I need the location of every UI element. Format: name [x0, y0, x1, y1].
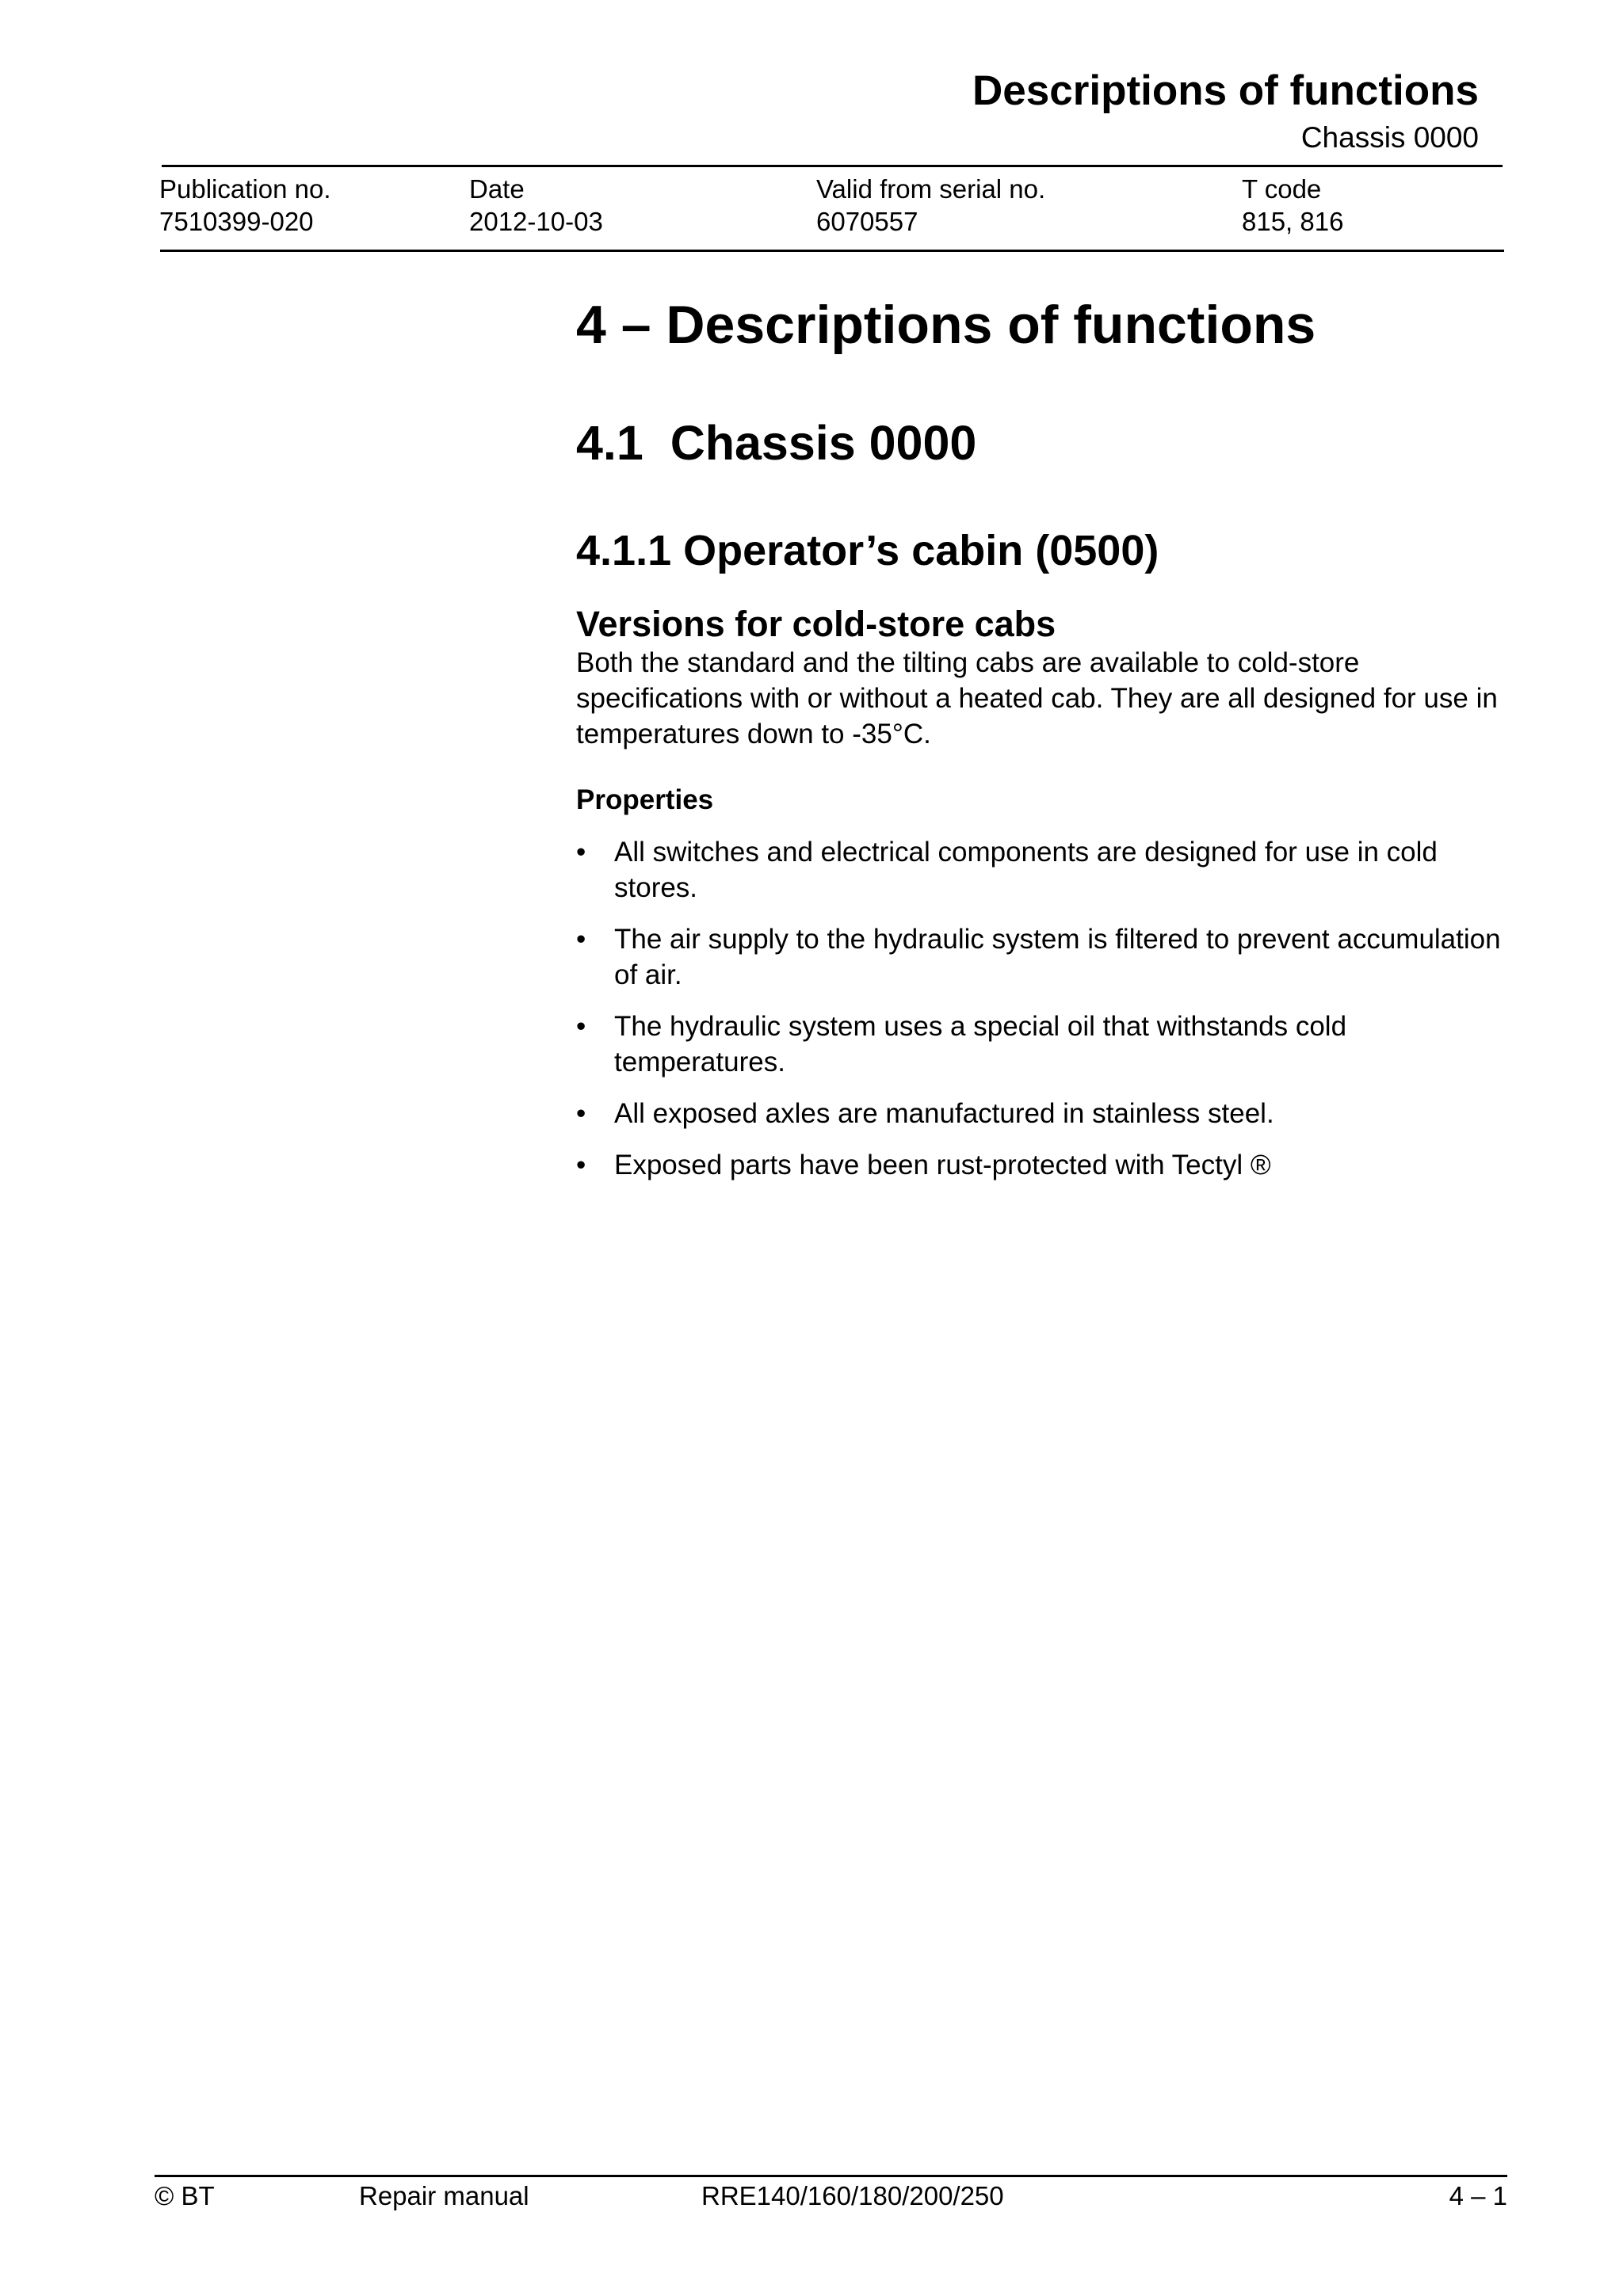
bullet-icon: •: [576, 1150, 586, 1180]
header-top-rule: [162, 165, 1503, 167]
footer-document-type: Repair manual: [359, 2181, 529, 2210]
list-item-text: All switches and electrical components are designed for use in cold stores.: [614, 837, 1438, 903]
chapter-heading: 4 – Descriptions of functions: [576, 295, 1316, 355]
subsection-heading: 4.1.1 Operator’s cabin (0500): [576, 527, 1159, 574]
list-item: [576, 1147, 1522, 1183]
list-item: [576, 1009, 1522, 1080]
footer-models: RRE140/160/180/200/250: [701, 2181, 1004, 2210]
meta-value: 2012-10-03: [469, 207, 603, 236]
bullet-icon: •: [576, 924, 586, 955]
running-header-subtitle: Chassis 0000: [1300, 121, 1479, 154]
topic-heading: Versions for cold-store cabs: [576, 604, 1056, 644]
bullet-icon: •: [576, 837, 586, 868]
footer-rule: [155, 2175, 1507, 2177]
bullet-icon: •: [576, 1098, 586, 1129]
running-header-title: Descriptions of functions: [972, 67, 1479, 114]
meta-label: T code: [1242, 174, 1322, 204]
list-item: [576, 921, 1522, 993]
properties-heading: Properties: [576, 784, 714, 815]
list-item-text: All exposed axles are manufactured in stainless steel.: [614, 1098, 1274, 1129]
meta-value: 815, 816: [1242, 207, 1344, 236]
meta-label: Date: [469, 174, 525, 204]
meta-label: Publication no.: [159, 174, 331, 204]
intro-paragraph: Both the standard and the tilting cabs are available to cold-store specifications with or without a heated cab. They are all designed for use in temperatures down to -35°C.: [576, 647, 1498, 749]
list-item: [576, 834, 1522, 906]
properties-list: [576, 834, 1511, 1183]
meta-value: 7510399-020: [159, 207, 314, 236]
list-item: [576, 1096, 1522, 1131]
list-item-text: The hydraulic system uses a special oil that withstands cold temperatures.: [614, 1011, 1347, 1077]
footer-page-number: 4 – 1: [1449, 2181, 1507, 2210]
list-item-text: The air supply to the hydraulic system is filtered to prevent accumulation of air.: [614, 924, 1501, 990]
list-item-text: Exposed parts have been rust-protected with Tectyl ®: [614, 1150, 1271, 1180]
main-content: [576, 293, 1511, 1199]
section-heading: 4.1 Chassis 0000: [576, 416, 977, 470]
meta-value: 6070557: [816, 207, 918, 236]
meta-label: Valid from serial no.: [816, 174, 1046, 204]
meta-date: [469, 173, 603, 238]
footer-copyright: © BT: [155, 2181, 215, 2210]
meta-t-code: [1242, 173, 1343, 238]
meta-valid-from-serial: [816, 173, 1045, 238]
header-bottom-rule: [160, 250, 1504, 252]
bullet-icon: •: [576, 1011, 586, 1042]
meta-publication-number: [159, 173, 330, 238]
